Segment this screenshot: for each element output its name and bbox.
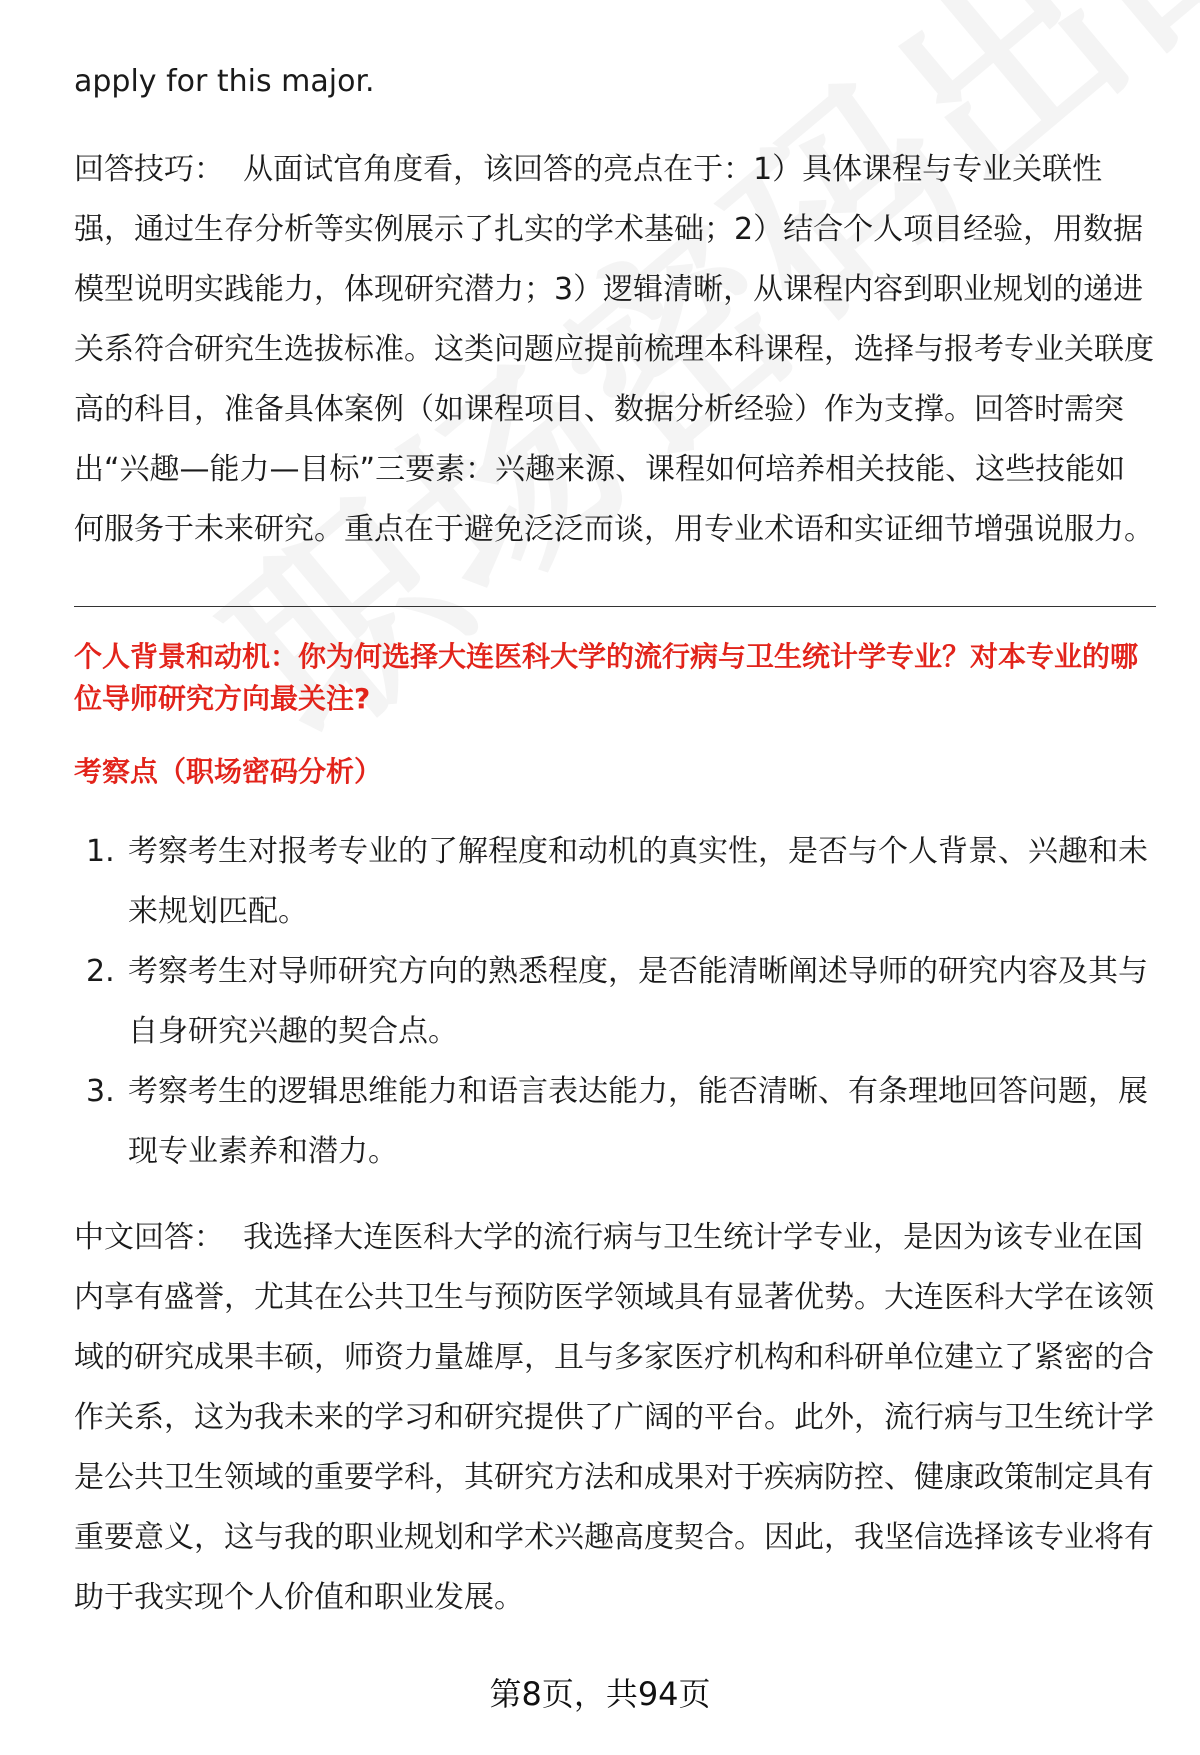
list-item-text: 考察考生对报考专业的了解程度和动机的真实性，是否与个人背景、兴趣和未来规划匹配。 xyxy=(128,834,1148,929)
list-item-text: 考察考生的逻辑思维能力和语言表达能力，能否清晰、有条理地回答问题，展现专业素养和潜力。 xyxy=(128,1074,1148,1169)
page-number: 第8页，共94页 xyxy=(489,1675,711,1713)
list-item-number: 2. xyxy=(86,954,115,989)
question-heading: 个人背景和动机：你为何选择大连医科大学的流行病与卫生统计学专业？对本专业的哪位导师研究方向最关注? xyxy=(74,640,1139,715)
answer-text: 我选择大连医科大学的流行病与卫生统计学专业，是因为该专业在国内享有盛誉，尤其在公共卫生与预防医学领域具有显著优势。大连医科大学在该领域的研究成果丰硕，师资力量雄厚，且与多家医疗机构和科研单位建立了紧密的合作关系，这为我未来的学习和研究提供了广阔的平台。此外，流行病与卫生统计学是公共卫生领域的重要学科，其研究方法和成果对于疾病防控、健康政策制定具有重要意义，这与我的职业规划和学术兴趣高度契合。因此，我坚信选择该专业将有助于我实现个人价值和职业发展。 xyxy=(74,1220,1154,1615)
list-item xyxy=(74,822,1154,942)
intro-text: apply for this major. xyxy=(74,64,375,99)
answer-label: 中文回答： xyxy=(74,1220,224,1255)
list-item-number: 3. xyxy=(86,1074,115,1109)
section-divider xyxy=(74,606,1156,607)
tips-label: 回答技巧： xyxy=(74,152,224,187)
list-item-number: 1. xyxy=(86,834,115,869)
evaluation-points-heading: 考察点（职场密码分析） xyxy=(74,755,383,788)
answer-tips xyxy=(74,140,1154,560)
tips-text: 从面试官角度看，该回答的亮点在于：1）具体课程与专业关联性强，通过生存分析等实例展示了扎实的学术基础；2）结合个人项目经验，用数据模型说明实践能力，体现研究潜力；3）逻辑清晰，从课程内容到职业规划的递进关系符合研究生选拔标准。这类问题应提前梳理本科课程，选择与报考专业关联度高的科目，准备具体案例（如课程项目、数据分析经验）作为支撑。回答时需突出“兴趣—能力—目标”三要素：兴趣来源、课程如何培养相关技能、这些技能如何服务于未来研究。重点在于避免泛泛而谈，用专业术语和实证细节增强说服力。 xyxy=(74,152,1154,547)
evaluation-points-list xyxy=(74,822,1154,1182)
list-item xyxy=(74,1062,1154,1182)
chinese-answer xyxy=(74,1208,1154,1628)
list-item xyxy=(74,942,1154,1062)
list-item-text: 考察考生对导师研究方向的熟悉程度，是否能清晰阐述导师的研究内容及其与自身研究兴趣的契合点。 xyxy=(128,954,1148,1049)
